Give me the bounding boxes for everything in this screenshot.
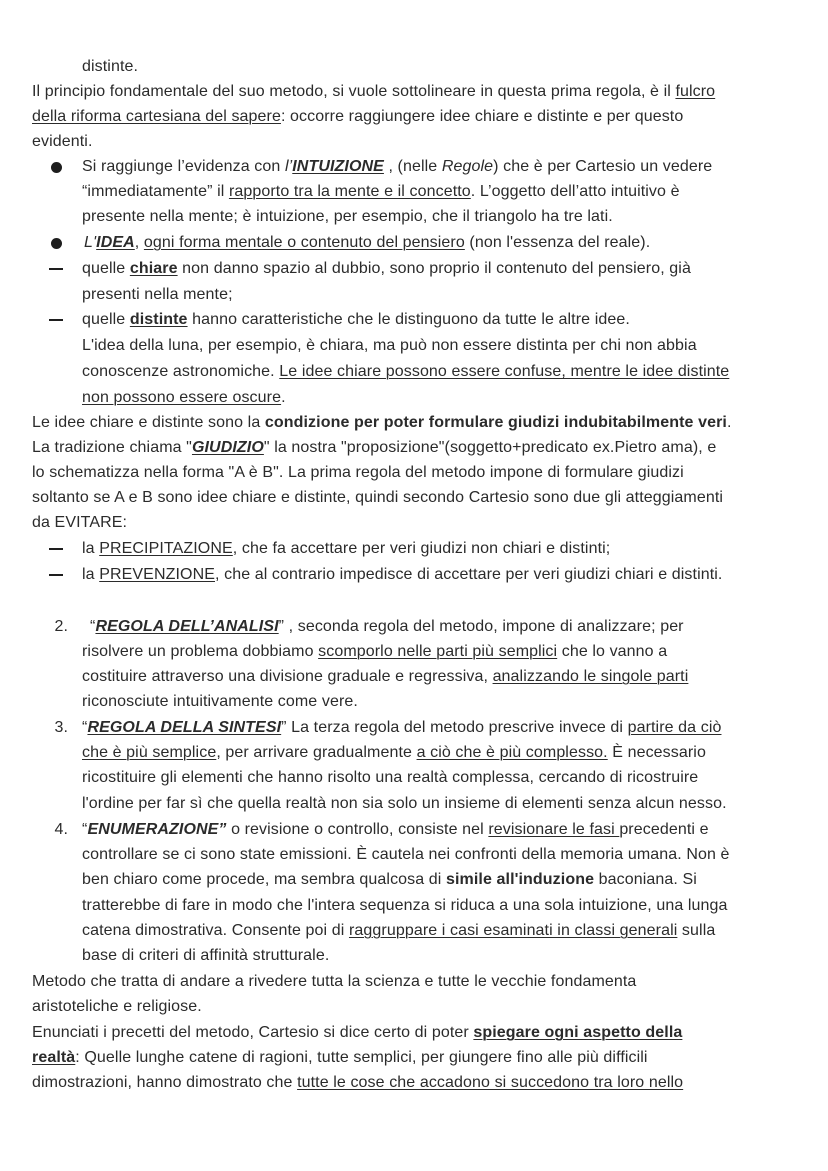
underlined-text: Le idee chiare possono essere confuse, mentre le idee distinte <box>279 363 730 380</box>
underlined-text: PRECIPITAZIONE <box>99 540 233 557</box>
text-line: Il principio fondamentale del suo metodo, si vuole sottolineare in questa prima regola, è il fulcro <box>32 83 716 100</box>
text-line: La tradizione chiama "GIUDIZIO" la nostra "proposizione"(soggetto+predicato ex.Pietro ama), e <box>32 439 717 456</box>
italic-text: L' <box>84 234 97 251</box>
emphasis-text: simile all'induzione <box>446 871 595 888</box>
text-line: evidenti. <box>32 133 93 150</box>
text-line: non possono essere oscure. <box>82 389 286 406</box>
emphasis-text: GIUDIZIO <box>191 439 264 456</box>
text-line: lo schematizza nella forma "A è B". La prima regola del metodo impone di formulare giudizi <box>32 464 684 481</box>
emphasis-text: INTUIZIONE <box>292 158 384 175</box>
underlined-text: scomporlo nelle parti più semplici <box>318 643 558 660</box>
text-line: realtà: Quelle lunghe catene di ragioni, tutte semplici, per giungere fino alle più difficili <box>32 1049 648 1066</box>
text-line: distinte. <box>82 58 139 75</box>
text-line: presente nella mente; è intuizione, per esempio, che il triangolo ha tre lati. <box>82 208 613 225</box>
dash-icon <box>49 319 63 321</box>
underlined-text: rapporto tra la mente e il concetto <box>228 183 471 200</box>
text-line: controllare se ci sono state emissioni. È cautela nei confronti della memoria umana. Non è <box>82 846 730 863</box>
underlined-text: partire da ciò <box>627 719 722 736</box>
text-line: quelle distinte hanno caratteristiche che le distinguono da tutte le altre idee. <box>82 311 630 328</box>
bullet-icon <box>51 238 62 249</box>
text-line: costituire attraverso una divisione graduale e regressiva, analizzando le singole parti <box>82 668 689 685</box>
text-line: Le idee chiare e distinte sono la condizione per poter formulare giudizi indubitabilmente veri. <box>32 414 732 431</box>
underlined-text: a ciò che è più complesso. <box>416 744 608 761</box>
text-line: catena dimostrativa. Consente poi di raggruppare i casi esaminati in classi generali sulla <box>82 922 716 939</box>
text-line: aristoteliche e religiose. <box>32 998 202 1015</box>
italic-text: l’ <box>284 158 293 175</box>
underlined-text: che è più semplice <box>82 744 217 761</box>
text-line: la PREVENZIONE, che al contrario impedisce di accettare per veri giudizi chiari e distinti. <box>82 566 723 583</box>
emphasis-text: distinte <box>129 311 188 328</box>
emphasis-text: spiegare ogni aspetto della <box>473 1024 683 1041</box>
text-line: L'idea della luna, per esempio, è chiara, ma può non essere distinta per chi non abbia <box>82 337 697 354</box>
text-line: “immediatamente” il rapporto tra la mente e il concetto. L’oggetto dell’atto intuitivo è <box>82 183 680 200</box>
text-line: L'IDEA, ogni forma mentale o contenuto del pensiero (non l'essenza del reale). <box>84 234 651 251</box>
dash-icon <box>49 574 63 576</box>
text-line: soltanto se A e B sono idee chiare e distinte, quindi secondo Cartesio sono due gli atteggiamenti <box>32 489 724 506</box>
emphasis-text: IDEA <box>96 234 135 251</box>
emphasis-text: chiare <box>129 260 178 277</box>
text-line: dimostrazioni, hanno dimostrato che tutte le cose che accadono si succedono tra loro nello <box>32 1074 684 1091</box>
underlined-text: analizzando le singole parti <box>492 668 689 685</box>
text-line: base di criteri di affinità strutturale. <box>82 947 330 964</box>
list-number: 4. <box>54 821 68 838</box>
text-line: riconosciute intuitivamente come vere. <box>82 693 358 710</box>
underlined-text: ogni forma mentale o contenuto del pensiero <box>143 234 465 251</box>
bullet-icon <box>51 162 62 173</box>
list-number: 3. <box>54 719 68 736</box>
text-line: “REGOLA DELL’ANALISI” , seconda regola del metodo, impone di analizzare; per <box>90 618 684 635</box>
text-line: tratterebbe di fare in modo che l'intera sequenza si riduca a una sola intuizione, una lunga <box>82 897 728 914</box>
text-line: ben chiaro come procede, ma sembra qualcosa di simile all'induzione baconiana. Si <box>82 871 697 888</box>
text-line: che è più semplice, per arrivare gradualmente a ciò che è più complesso. È necessario <box>82 744 706 761</box>
dash-icon <box>49 548 63 550</box>
underlined-text: fulcro <box>675 83 716 100</box>
text-line: “ENUMERAZIONE” o revisione o controllo, consiste nel revisionare le fasi precedenti e <box>82 821 709 838</box>
emphasis-text: REGOLA DELLA SINTESI <box>87 719 282 736</box>
text-line: da EVITARE: <box>32 514 128 531</box>
dash-icon <box>49 268 63 270</box>
text-line: ricostituire gli elementi che hanno risolto una realtà complessa, cercando di ricostruire <box>82 769 699 786</box>
text-line: quelle chiare non danno spazio al dubbio, sono proprio il contenuto del pensiero, già <box>82 260 691 277</box>
text-line: Metodo che tratta di andare a rivedere tutta la scienza e tutte le vecchie fondamenta <box>32 973 637 990</box>
text-line: la PRECIPITAZIONE, che fa accettare per veri giudizi non chiari e distinti; <box>82 540 611 557</box>
underlined-text: non possono essere oscure <box>82 389 282 406</box>
italic-text: Regole <box>441 158 494 175</box>
underlined-text: della riforma cartesiana del sapere <box>32 108 281 125</box>
text-line: della riforma cartesiana del sapere: occorre raggiungere idee chiare e distinte e per questo <box>32 108 684 125</box>
emphasis-text: REGOLA DELL’ANALISI <box>95 618 279 635</box>
underlined-text: tutte le cose che accadono si succedono tra loro nello <box>297 1074 684 1091</box>
text-line: Si raggiunge l’evidenza con l’INTUIZIONE , (nelle Regole) che è per Cartesio un vedere <box>82 158 713 175</box>
emphasis-text: condizione per poter formulare giudizi indubitabilmente veri <box>264 414 727 431</box>
text-line: l'ordine per far sì che quella realtà non sia solo un insieme di elementi senza alcun nesso. <box>82 795 727 812</box>
emphasis-text: realtà <box>32 1049 76 1066</box>
text-line: risolvere un problema dobbiamo scomporlo nelle parti più semplici che lo vanno a <box>82 643 668 660</box>
list-number: 2. <box>54 618 68 635</box>
underlined-text: raggruppare i casi esaminati in classi generali <box>348 922 678 939</box>
text-line: Enunciati i precetti del metodo, Cartesio si dice certo di poter spiegare ogni aspetto della <box>32 1024 683 1041</box>
text-line: presenti nella mente; <box>82 286 233 303</box>
underlined-text: revisionare le fasi <box>488 821 620 838</box>
text-line: conoscenze astronomiche. Le idee chiare possono essere confuse, mentre le idee distinte <box>82 363 730 380</box>
emphasis-text: ENUMERAZIONE” <box>87 821 227 838</box>
underlined-text: PREVENZIONE <box>99 566 215 583</box>
text-line: “REGOLA DELLA SINTESI” La terza regola del metodo prescrive invece di partire da ciò <box>82 719 722 736</box>
